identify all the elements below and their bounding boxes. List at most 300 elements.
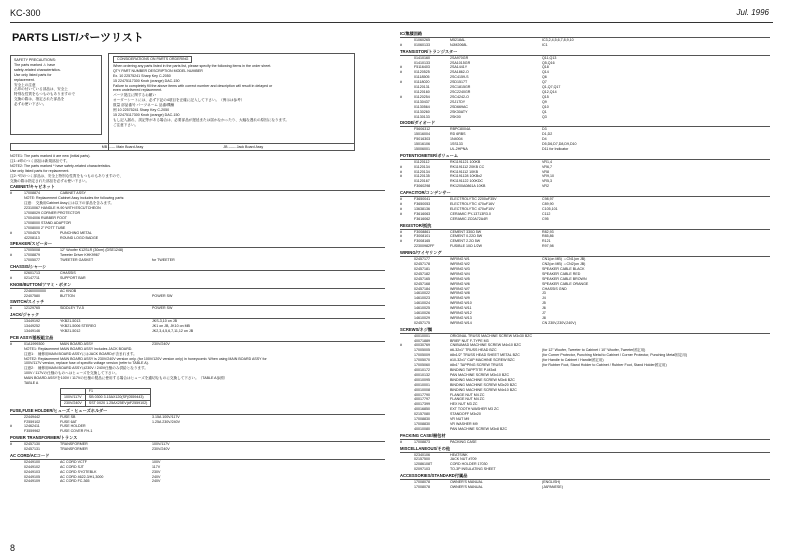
section-note: 注意1： 補修用MAIN BOARD ASSYにはJACK BOARDが含まれます。	[24, 351, 137, 356]
part-description: #8x1/2" TRUSS HEAD SHEET METAL BZC	[450, 353, 520, 358]
ordering-line: When ordering any parts listed in the parts list, please specify the following items in the order sheet.	[113, 63, 272, 68]
part-description: BINDING TAPPTITE P-M3x8	[450, 368, 497, 372]
part-remarks: 230V/240V	[152, 447, 170, 452]
part-number: 15006001	[414, 146, 430, 151]
part-number: 40017399	[414, 402, 430, 407]
part-description: WIRING W3	[450, 266, 470, 271]
safety-line: 交換の際は、指定された部品を	[14, 97, 65, 102]
part-remarks: IC1	[542, 42, 548, 47]
part-remarks: CHASSIS GND	[542, 286, 567, 291]
part-number: 40010001	[414, 382, 430, 387]
part-row	[10, 236, 385, 241]
part-remarks: C89,90	[542, 202, 554, 206]
part-description: UL-2HPNA	[450, 146, 468, 151]
part-number: 40017797	[414, 397, 430, 402]
part-remarks: Q18	[542, 65, 549, 70]
part-number: 02449100	[24, 459, 40, 464]
part-row	[10, 306, 385, 311]
part-description: 2SD1517T	[450, 80, 468, 85]
part-description: PACKING CASE	[450, 439, 477, 444]
part-mark: #	[400, 343, 402, 348]
part-description: BUTTON	[60, 293, 75, 298]
part-remarks: Q5,Q16	[542, 60, 555, 65]
part-number: 02457175	[414, 320, 430, 325]
part-mark: #	[400, 439, 402, 444]
part-description: 2SJ17DY	[450, 99, 466, 104]
page-title: PARTS LIST/パーツリスト	[12, 32, 144, 44]
part-row	[400, 244, 770, 249]
part-number: 17005005	[414, 348, 430, 353]
section-title: IC/集積回路	[400, 32, 770, 38]
part-number: 01120525	[414, 70, 430, 75]
part-number: 17008830	[414, 417, 430, 422]
section-note: 100V/117V version, replace fuse of specific voltage version (refer to TABLE A).	[24, 361, 149, 366]
part-remarks: SPEAKER CABLE BROWN	[542, 276, 587, 281]
part-description: WIRING W6	[450, 281, 470, 286]
table-a	[60, 388, 151, 407]
part-row	[10, 276, 385, 281]
part-number: 14610023	[414, 296, 430, 301]
part-description: RK1191112 10KB	[450, 169, 478, 174]
part-number: 01118505	[414, 75, 430, 80]
part-description: #8x1" TAPPING SCREW TRUSS	[450, 363, 503, 368]
safety-line: replacement.	[14, 77, 35, 82]
part-description: WIRING W13	[450, 315, 472, 320]
part-remarks: C105,101	[542, 206, 558, 211]
section-title: MISCELLANEOUS/その他	[400, 447, 770, 453]
part-remarks: J8	[542, 315, 546, 320]
part-remarks: Q14	[542, 70, 549, 75]
safety-line: 安全上の注意	[14, 82, 36, 87]
part-description: PAN MACHINE SCREW M3x8 BZC	[450, 426, 508, 431]
part-description: BINDING MACHINE SCREW M3x20 BZC	[450, 382, 517, 387]
section-title: DIODE/ダイオード	[400, 121, 770, 127]
part-description: CEMENT 2.2Ω 5W	[450, 239, 481, 244]
part-description: WIRING W1	[450, 257, 470, 262]
part-description: 2SC4159-S	[450, 75, 469, 80]
safety-line: ⚠印の付いている部品は、安全上	[14, 87, 68, 92]
part-number: 02449105	[24, 474, 40, 479]
section-title: REGISTOR/抵抗	[400, 224, 770, 230]
part-number: 40010080	[414, 426, 430, 431]
part-description: 1SS133	[450, 142, 463, 147]
part-remarks: IC3,2,4,5,6,7,8,9,10	[542, 37, 574, 42]
part-remarks	[152, 276, 385, 281]
part-remarks: VR8	[542, 169, 549, 174]
part-number: F3650053	[414, 202, 431, 206]
part-mark: #	[10, 253, 12, 258]
part-description: WIRING W5	[450, 276, 470, 281]
part-remarks: (JAPANESE)	[542, 484, 563, 489]
part-remarks: 1.25A 230V/240V	[152, 419, 180, 424]
part-mark: #	[10, 306, 12, 311]
section-note: NOTE2: Replacement MAIN BOARD ASSY is 230V/240V version only. (for 100V/120V version only) in honeycomb. When using MAIN BOARD ASSY for	[24, 356, 267, 361]
table-a-cell: 230V/240V	[61, 400, 86, 406]
part-number: 01130564	[414, 104, 430, 109]
part-mark: #	[400, 80, 402, 85]
part-remarks: D3	[542, 127, 547, 132]
part-mark	[10, 329, 24, 334]
part-remarks: JK1 on JB, JK10 on MB	[152, 324, 190, 329]
part-remarks: Q6	[542, 75, 547, 80]
section-note: NOTE1: Replacement MAIN BOARD ASSY includes JACK BOARD.	[24, 346, 133, 351]
part-mark: #	[10, 275, 12, 280]
part-remarks	[542, 467, 770, 472]
section-title: ACCESSORIES/STANDARD付属品	[400, 474, 770, 480]
part-mark: #	[400, 202, 402, 206]
part-number: 02157080	[414, 412, 430, 417]
part-number: 02157500	[414, 457, 430, 462]
part-remarks: (for 12" Woofer, Tweeter to Cabinet / 10" Woofer, Tweeter固定用)	[542, 348, 646, 353]
part-number: 01120112	[414, 159, 430, 164]
part-number: 40010001	[414, 333, 430, 338]
part-number: 40017790	[414, 392, 430, 397]
part-number: 42208113	[24, 235, 40, 240]
part-description: CERAMIC ZC0A72A4R	[450, 216, 488, 221]
part-description: AC CORD SYOTEBLK	[60, 469, 97, 474]
part-description: 2SA1862-O	[450, 70, 469, 75]
part-description: 2SD669AC	[450, 104, 468, 109]
part-row	[10, 294, 385, 299]
ordering-lines	[113, 64, 350, 128]
part-mark: #	[10, 230, 12, 235]
part-row	[10, 342, 385, 347]
part-description: FLANGE NUT M4 ZC	[450, 397, 485, 402]
part-description: BINDING MACHINE SCREW M3x6 BZC	[450, 377, 515, 382]
part-number: 17008830	[414, 421, 430, 426]
part-remarks: R85,86	[542, 234, 554, 239]
part-number: 01060265	[414, 37, 430, 42]
section-note: 22310067 HANDLE H-90 WITH ESCUTCHEON	[24, 206, 101, 211]
part-remarks: R97,98	[542, 244, 554, 249]
part-description: RBPC8004A	[450, 127, 471, 132]
part-remarks	[542, 427, 770, 432]
part-number: 17005008	[24, 248, 40, 253]
general-note: 注2: *印のつく部品は、安全上特別な性質をもつものもありますので、	[10, 173, 124, 178]
part-number: 02449109	[24, 479, 40, 484]
section-title: FUSE,FUSE HOLDER/ヒューズ・ヒューズホルダー	[10, 409, 385, 415]
section-title: WIRING/ワイヤリング	[400, 251, 770, 257]
part-remarks: J4	[542, 296, 546, 301]
part-mark: #	[400, 229, 402, 234]
part-description: HEATSINK	[450, 452, 468, 457]
part-number: F3616063	[414, 211, 431, 216]
part-description: TWEETER GASKET	[60, 258, 94, 263]
ordering-line: もし記入漏れ、誤記等がある場合は、必要部品が遅延または届かなかったり、大幅な遅れの原因になります。	[113, 117, 290, 122]
section-title: PACKING CASE/梱包材	[400, 434, 770, 440]
part-number: F3008101	[414, 234, 431, 239]
part-row	[400, 43, 770, 48]
part-description: TRANSFORMER	[60, 442, 88, 447]
part-description: VR WASHER M9	[450, 421, 478, 426]
part-number: F5606312	[414, 127, 431, 132]
part-number: 40010132	[414, 372, 430, 377]
part-description: 12" Woofer K12SLR (30cm) (DSE1248)	[60, 248, 124, 253]
ordering-line: パーツ発注に関するお願い	[113, 93, 156, 98]
part-description: AC CORD SJT	[60, 464, 84, 469]
part-number: 02457184	[414, 286, 430, 291]
part-remarks: VR5,3	[542, 179, 552, 184]
part-description: CEMENT 330Ω 5W	[450, 229, 482, 234]
part-remarks: (for Corner Protector, Punching Metal to Cabinet / Corner Protector, Punching Metal固定用)	[542, 353, 688, 358]
part-mark	[400, 244, 414, 249]
part-description: CORD HOLDER 17030	[450, 462, 488, 467]
part-description: SIDDLEY TV-5	[60, 306, 84, 311]
legend-main-board: MB ------ Main Board Assy	[101, 145, 144, 149]
section-note: 注意： 交換用Cabinet Assyには以下の部品を含みます。	[24, 201, 114, 206]
ordering-line: 例 10 22575241 Sharp Key C-2050	[113, 108, 170, 113]
part-remarks: SPEAKER CABLE ORANGE	[542, 281, 589, 286]
part-mark	[400, 147, 414, 152]
part-row	[10, 329, 385, 334]
section-note: NOTE: Replacement Cabinet Assy includes the following parts:	[24, 196, 125, 201]
part-remarks: 100V	[152, 459, 161, 464]
ordering-line: even undelivered replacement.	[113, 88, 163, 93]
part-remarks: C95	[542, 216, 549, 221]
part-number: 17008879	[24, 253, 40, 258]
part-number: 02457168	[414, 281, 430, 286]
part-number: 17005077	[24, 258, 40, 263]
part-row	[400, 485, 770, 490]
part-number: 14610026	[414, 311, 430, 316]
part-number: 02457131	[24, 447, 40, 452]
part-mark: #	[400, 206, 402, 211]
part-row	[10, 479, 385, 484]
ordering-line: 15 22475117300 Knob (orange) DAC-150	[113, 78, 180, 83]
part-mark: #	[10, 442, 12, 447]
part-number: 22300982FF	[414, 244, 435, 249]
part-description: FLANGE NUT M4 ZC	[450, 392, 485, 397]
part-description: EXT TOOTH WASHER M3 ZC	[450, 407, 499, 412]
safety-precautions-box	[10, 55, 102, 135]
part-number: 17005009	[414, 353, 430, 358]
part-number: F3559962	[24, 429, 41, 434]
part-number: 40010095	[414, 377, 430, 382]
general-note: NOTE2: The parts marked * have safety-related characteristics.	[10, 163, 111, 168]
section-title: CABINET/キャビネット	[10, 185, 385, 191]
part-mark: #	[10, 191, 12, 196]
part-description: 2SC1815GR	[450, 85, 471, 90]
ordering-line: ご注意下さい。	[113, 122, 139, 127]
part-number: 40016850	[414, 407, 430, 412]
part-remarks: 230V	[152, 469, 161, 474]
part-number: F3616062	[414, 216, 431, 221]
part-remarks: C98,97	[542, 197, 554, 202]
table-a-cell: SST 0X20 1.25AX25EV(#F2559102)	[85, 400, 150, 406]
part-description: WIRING W4	[450, 271, 470, 276]
part-number: 12086108T	[414, 462, 433, 467]
part-remarks: (ENGLISH)	[542, 480, 561, 485]
part-description: FUSE SB	[60, 414, 76, 419]
part-number: 13638136	[414, 206, 430, 211]
part-number: 13449146	[24, 329, 40, 333]
part-description: STANDOFF M3x20	[450, 412, 481, 417]
part-description: Tweeter Driver KHK9967	[60, 253, 100, 258]
part-mark	[10, 447, 24, 452]
ordering-line: 数量 部品番号 パーツネーム 品番/機種	[113, 103, 175, 108]
section-title: CAPACITOR/コンデンサー	[400, 191, 770, 197]
table-a-title: TABLE A	[24, 381, 39, 386]
part-number: 02457130	[24, 442, 40, 447]
section-title: SPEAKER/スピーカー	[10, 242, 385, 248]
part-remarks: 230V/240V	[152, 341, 170, 346]
section-title: TRANSISTOR/トランジスター	[400, 50, 770, 56]
part-remarks: Q12,Q14	[542, 89, 557, 94]
general-note: NOTE1: The parts marked # are new (initial parts).	[10, 154, 91, 158]
part-number: 13449252	[24, 324, 40, 329]
part-mark: #	[10, 341, 12, 346]
part-description: WIRING W2	[450, 261, 470, 266]
part-description: AC CORD VCTF	[60, 459, 87, 464]
part-mark	[10, 236, 24, 241]
part-description: FUSE HOLDER	[60, 424, 86, 429]
header-rule	[10, 22, 773, 23]
part-description: FUSE COVER FH-1	[60, 429, 93, 434]
safety-line: SAFETY PRECAUTIONS:	[14, 58, 56, 62]
part-mark	[400, 184, 414, 189]
part-description: OWNER'S MANUAL	[450, 484, 483, 489]
part-number: 01118020	[414, 80, 430, 85]
part-mark	[10, 294, 24, 299]
part-number: 12462411	[24, 424, 40, 429]
part-number: 01130133	[414, 114, 430, 119]
part-description: ROUND LOGO BADGE	[60, 235, 99, 240]
safety-line: Use only listed parts for	[14, 72, 52, 77]
part-remarks: D1,D2	[542, 132, 553, 137]
part-remarks: 117V	[152, 464, 161, 469]
part-mark	[400, 467, 414, 472]
page-number: 8	[10, 543, 16, 553]
part-number: F3008165	[414, 239, 431, 244]
part-number: 22460000000	[24, 288, 46, 293]
part-number: F5016303	[414, 137, 431, 142]
part-remarks: Q1,Q7,Q17	[542, 85, 561, 90]
part-number: 22407580	[24, 293, 40, 298]
part-row	[400, 440, 770, 445]
section-note: 17008029 CORNER PROTECTOR	[24, 210, 81, 215]
part-row	[400, 321, 770, 326]
section-title: AC CORD/ACコード	[10, 454, 385, 460]
general-note: 交換の際は指定された部品を必ずお使い下さい。	[10, 178, 90, 183]
part-description: RK1191128 10KBx2	[450, 174, 483, 179]
part-description: CEMENT 0.22Ω 5W	[450, 234, 483, 239]
part-remarks: POWER SW	[152, 306, 173, 311]
part-description: WIRING W10	[450, 301, 472, 306]
part-description: CABINET ASSY	[60, 191, 86, 196]
part-remarks: Q10	[542, 104, 549, 109]
part-description: MAIN BOARD ASSY	[60, 341, 94, 346]
part-number: 01120160	[414, 89, 430, 94]
safety-line: safety-related characteristics.	[14, 67, 61, 72]
part-number: 17005060	[414, 363, 430, 368]
right-parts-list	[400, 30, 770, 490]
part-description: WIRING W11	[450, 306, 472, 311]
part-description: ELECTROLYTIC 470uF16V	[450, 202, 495, 206]
part-mark: #	[400, 169, 402, 174]
part-description: 2SC2240GR	[450, 89, 471, 94]
part-number: 01060133	[414, 42, 430, 47]
part-description: SUPPORT BAR	[60, 275, 86, 280]
part-number: 17008078	[414, 480, 430, 485]
part-row	[10, 429, 385, 434]
part-description: FUSE 6AT	[60, 419, 77, 424]
part-number: 13449192	[24, 319, 40, 324]
section-title: CHASSIS/シャーシ	[10, 265, 385, 271]
part-number: 02340106	[414, 452, 430, 457]
part-remarks: D4	[542, 137, 547, 142]
part-mark: #	[400, 239, 402, 244]
part-description: RK1191121 100KB	[450, 159, 481, 164]
part-number: 17008078	[414, 484, 430, 489]
part-remarks: for TWEETER	[152, 258, 175, 263]
part-number: 17005070	[414, 358, 430, 363]
part-number: 40010172	[414, 368, 430, 372]
section-note: 100V / 117Vの仕様のものへはヒューズを交換して下さい。	[24, 371, 119, 376]
part-mark: #	[400, 211, 402, 216]
part-number: 14610024	[414, 301, 430, 306]
part-description: PUNCHING METAL	[60, 230, 92, 235]
part-remarks: 240V	[152, 479, 161, 484]
part-number: F3650041	[414, 197, 431, 202]
part-number: F5116403	[414, 65, 430, 70]
part-description: OWNER'S MANUAL	[450, 480, 483, 485]
part-remarks: VR1,4	[542, 159, 552, 164]
part-remarks: C112	[542, 211, 551, 216]
part-number: 01120134	[414, 169, 430, 174]
part-remarks: VR2	[542, 184, 549, 189]
part-remarks: D5,D6,D7,D8,D9,D10	[542, 142, 577, 147]
part-number: 01410160	[414, 55, 430, 60]
part-remarks: CN 230V,230V,240V)	[542, 320, 576, 325]
part-mark	[10, 479, 24, 484]
part-number: 14610022	[414, 291, 430, 296]
part-remarks: Q3	[542, 114, 547, 119]
part-description: AC KNOB	[60, 288, 77, 293]
part-description: BRIEF NUT F-TYPE M3	[450, 338, 489, 343]
part-mark: #	[400, 42, 402, 47]
table-a-cell: SB 0300 3.15AX120(SF(0559443)	[85, 394, 150, 400]
part-remarks: SPEAKER CABLE BLACK	[542, 266, 585, 271]
part-description: ELECTROLYTIC 2200uF35V	[450, 197, 497, 202]
part-remarks: CN2(on MB) ⇔CN2(on JB)	[542, 261, 586, 266]
part-description: M5218AL	[450, 37, 466, 42]
part-number: 40010008	[414, 387, 430, 392]
part-remarks	[152, 236, 385, 241]
left-column	[10, 30, 385, 51]
part-description: YKB21-5012	[60, 329, 81, 333]
part-description: WIRING W14	[450, 320, 472, 325]
part-remarks: VR9,10	[542, 174, 554, 179]
section-title: POWER TRANSFORMER/トランス	[10, 436, 385, 442]
section-note: 注意2： 補修用MAIN BOARD ASSYは230V / 240V仕様のみ供給となります。	[24, 366, 148, 371]
part-description: WIRING W7	[450, 286, 470, 291]
part-number: 02457182	[414, 271, 430, 276]
part-description: CNIBUMAD MACHINE SCREW M4x10 BZC	[450, 343, 522, 348]
part-description: #6-32x1" TRUSS HEAD BZC	[450, 348, 497, 353]
part-description: JACK NUT #709	[450, 457, 477, 462]
part-number: 02147711	[24, 275, 40, 280]
part-description: 2SC4242-O	[450, 94, 469, 99]
part-remarks: Q15	[542, 94, 549, 99]
part-remarks: D11 for Indicator	[542, 146, 569, 151]
part-mark: #	[400, 197, 402, 202]
part-number: 01120135	[414, 174, 430, 179]
table-a-header: F1	[85, 388, 150, 394]
part-number: 02097103	[414, 467, 430, 472]
part-description: 2SK30ATY	[450, 109, 468, 114]
section-title: POTENTIOMETER/ボリューム	[400, 154, 770, 160]
part-remarks: (for Handle to Cabinet / Handle固定用)	[542, 358, 604, 363]
